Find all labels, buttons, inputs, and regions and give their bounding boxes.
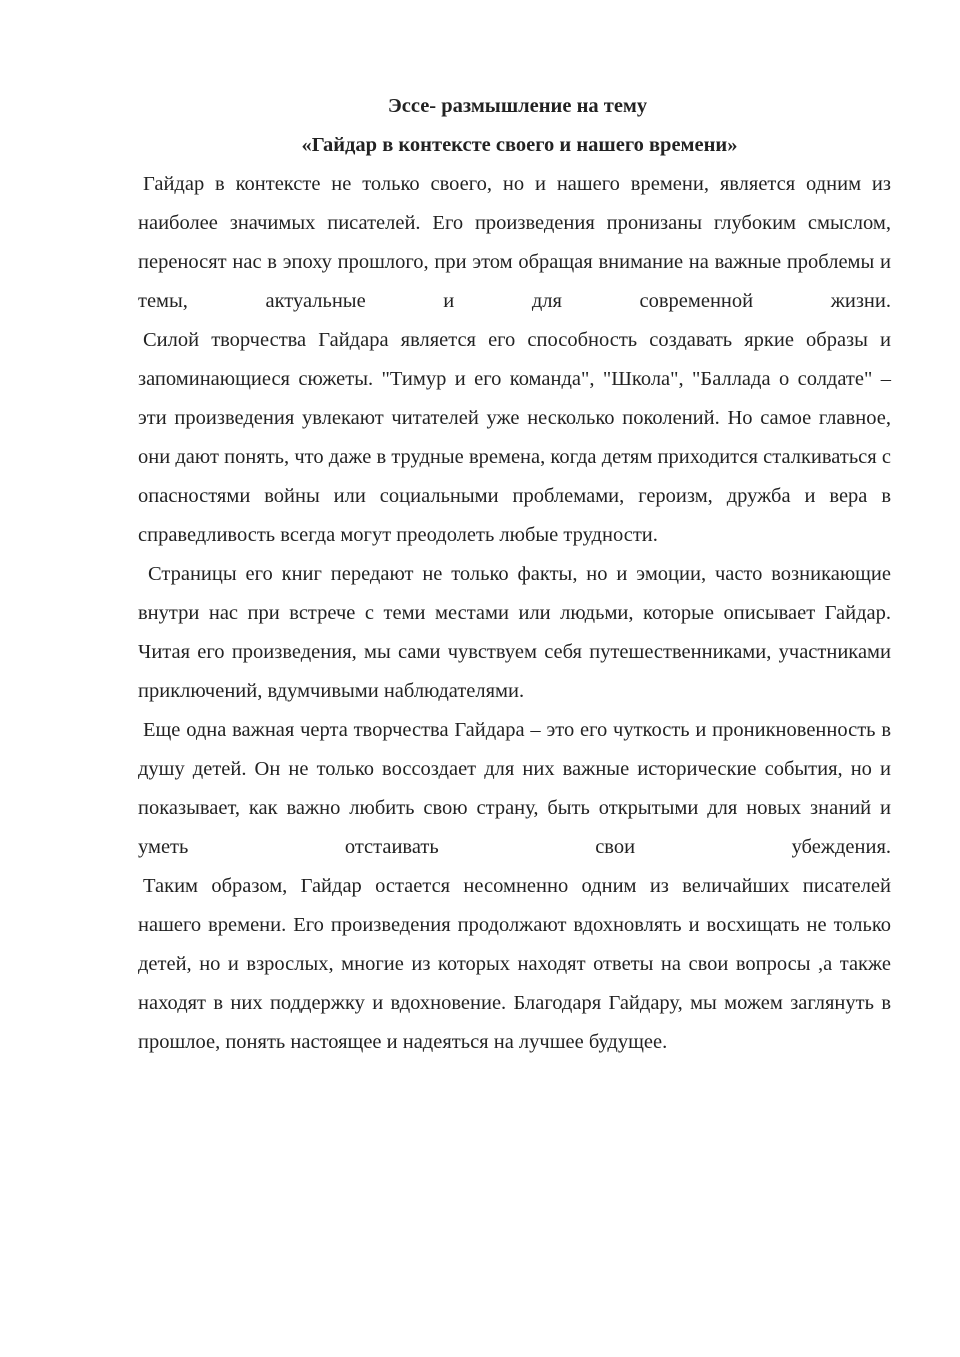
essay-title-line-2: «Гайдар в контексте своего и нашего времени» (301, 134, 738, 156)
paragraph-sensitivity: Еще одна важная черта творчества Гайдара – это его чуткость и проникновенность в душу детей. Он не только воссоздает для них важные исторические события, но и показывает, как важно любить свою страну, быть открытыми для новых знаний и уметь отстаивать свои убеждения. (138, 719, 891, 858)
paragraph-pages: Страницы его книг передают не только факты, но и эмоции, часто возникающие внутри нас при встрече с теми местами или людьми, которые описывает Гайдар. Читая его произведения, мы сами чувствуем себя путешественниками, участниками приключений, вдумчивыми наблюдателями. (138, 563, 891, 702)
essay-title-line-1: Эссе- размышление на тему (387, 95, 648, 117)
document-body (138, 87, 891, 1062)
paragraph-intro: Гайдар в контексте не только своего, но и нашего времени, является одним из наиболее значимых писателей. Его произведения пронизаны глубоким смыслом, переносят нас в эпоху прошлого, при этом обращая внимание на важные проблемы и темы, актуальные и для современной жизни. (138, 173, 891, 312)
paragraph-conclusion: Таким образом, Гайдар остается несомненно одним из величайших писателей нашего времени. Его произведения продолжают вдохновлять и восхищать не только детей, но и взрослых, многие из которых находят ответы на свои вопросы ,а также находят в них поддержку и вдохновение. Благодаря Гайдару, мы можем заглянуть в прошлое, понять настоящее и надеяться на лучшее будущее. (138, 875, 891, 1053)
paragraph-creativity: Силой творчества Гайдара является его способность создавать яркие образы и запоминающиеся сюжеты. "Тимур и его команда", "Школа", "Баллада о солдате" – эти произведения увлекают читателей уже несколько поколений. Но самое главное, они дают понять, что даже в трудные времена, когда детям приходится сталкиваться с опасностями войны или социальными проблемами, героизм, дружба и вера в справедливость всегда могут преодолеть любые трудности. (138, 329, 891, 546)
